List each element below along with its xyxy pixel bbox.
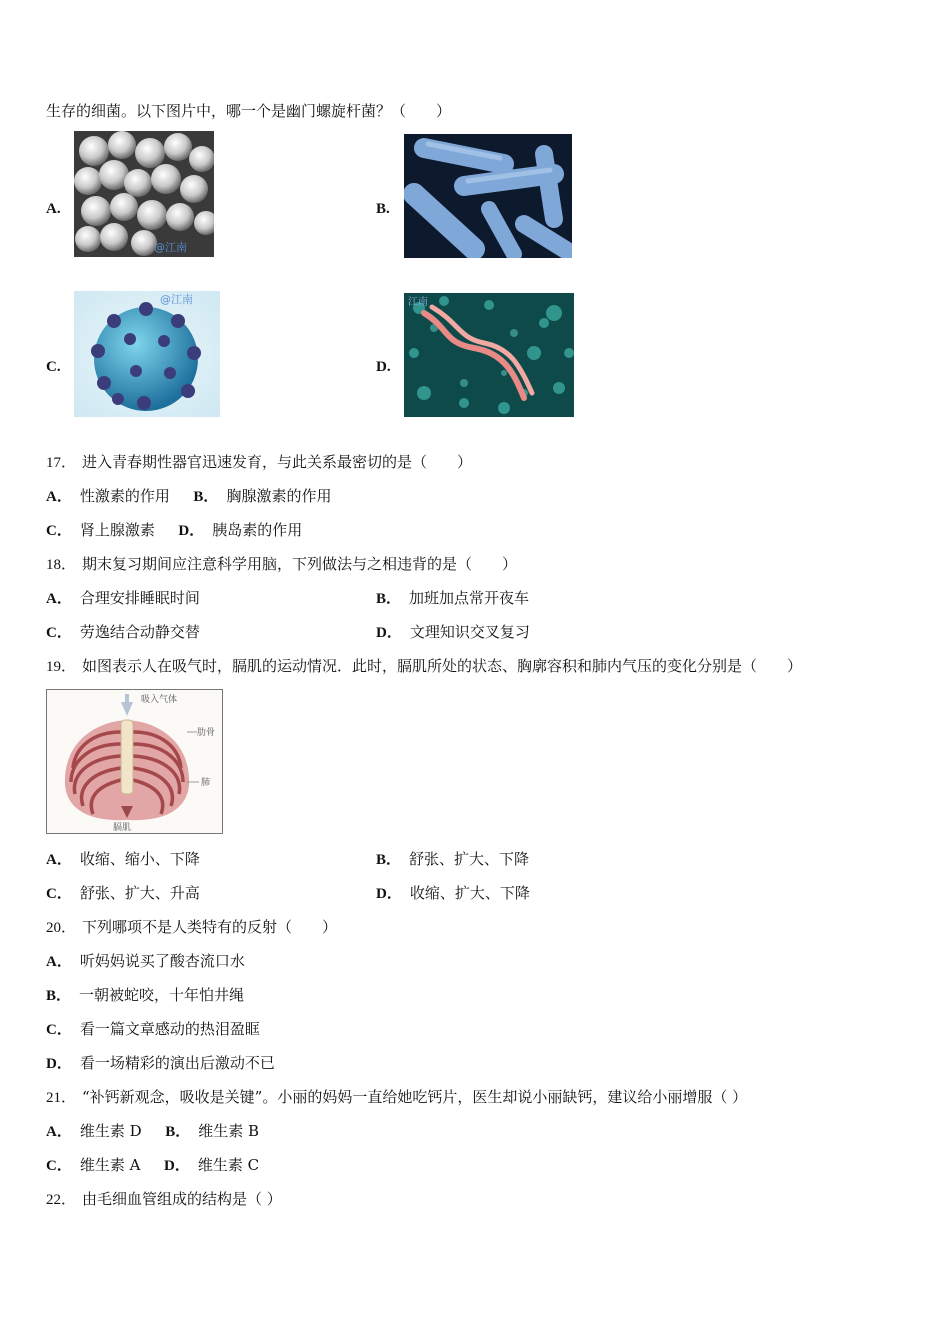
option-letter: B． bbox=[193, 489, 219, 505]
label-air: 吸入气体 bbox=[141, 695, 178, 705]
question-number: 20． bbox=[46, 920, 77, 936]
image-watermark: @江南 bbox=[154, 241, 187, 254]
option-letter: D． bbox=[46, 1056, 72, 1072]
question-17-stem bbox=[46, 452, 472, 473]
option-row bbox=[46, 1121, 259, 1142]
option-b bbox=[376, 849, 529, 870]
option-a bbox=[46, 588, 200, 609]
option-text: 加班加点常开夜车 bbox=[409, 589, 530, 607]
option-letter: C. bbox=[46, 359, 61, 375]
option-letter: B． bbox=[46, 988, 72, 1004]
label-diaphragm: 膈肌 bbox=[113, 823, 132, 833]
option-letter: C． bbox=[46, 523, 72, 539]
question-22-stem bbox=[46, 1189, 282, 1210]
option-row bbox=[46, 486, 331, 507]
option-text: 看一场精彩的演出后激动不已 bbox=[79, 1054, 275, 1072]
option-d bbox=[376, 622, 530, 643]
option-text: 劳逸结合动静交替 bbox=[79, 623, 200, 641]
cocci-bacteria-image bbox=[74, 131, 214, 257]
option-text: 听妈妈说买了酸杏流口水 bbox=[79, 952, 245, 970]
question-19-stem bbox=[46, 656, 802, 677]
option-text: 一朝被蛇咬，十年怕井绳 bbox=[79, 986, 245, 1004]
option-letter: A． bbox=[46, 489, 72, 505]
option-c-label bbox=[46, 356, 69, 377]
option-text: 收缩、扩大、下降 bbox=[409, 884, 530, 902]
option-text: 维生素 D bbox=[79, 1122, 142, 1140]
question-text: 下列哪项不是人类特有的反射（ ） bbox=[82, 918, 338, 936]
option-letter: C． bbox=[46, 1158, 72, 1174]
question-number: 18． bbox=[46, 557, 77, 573]
option-text: 维生素 C bbox=[197, 1156, 260, 1174]
option-d bbox=[376, 883, 530, 904]
option-letter: B． bbox=[376, 852, 402, 868]
option-c bbox=[46, 883, 200, 904]
option-text: 文理知识交叉复习 bbox=[409, 623, 530, 641]
question-16-stem: 生存的细菌。以下图片中，哪一个是幽门螺旋杆菌？（ ） bbox=[46, 102, 452, 120]
option-text: 看一篇文章感动的热泪盈眶 bbox=[79, 1020, 260, 1038]
question-21-stem bbox=[46, 1087, 747, 1108]
label-lung: 肺 bbox=[201, 778, 211, 788]
option-row bbox=[46, 1155, 259, 1176]
option-text: 维生素 A bbox=[79, 1156, 141, 1174]
option-text: 舒张、扩大、升高 bbox=[79, 884, 200, 902]
option-letter: D． bbox=[164, 1158, 190, 1174]
option-text: 肾上腺激素 bbox=[79, 521, 155, 539]
question-text: “补钙新观念，吸收是关键”。小丽的妈妈一直给她吃钙片，医生却说小丽缺钙，建议给小丽增服（ ） bbox=[82, 1088, 748, 1106]
rod-bacteria-image bbox=[404, 134, 572, 258]
option-text: 胰岛素的作用 bbox=[212, 521, 303, 539]
option-letter: A． bbox=[46, 852, 72, 868]
option-a bbox=[46, 951, 245, 972]
option-letter: D． bbox=[178, 523, 205, 539]
option-c bbox=[46, 622, 200, 643]
option-letter: A． bbox=[46, 954, 72, 970]
option-letter: A． bbox=[46, 591, 72, 607]
image-watermark: 江南 bbox=[408, 297, 428, 308]
option-letter: D. bbox=[376, 359, 391, 375]
option-b-label bbox=[376, 198, 398, 219]
option-text: 合理安排睡眠时间 bbox=[79, 589, 200, 607]
option-letter: C． bbox=[46, 625, 72, 641]
option-a bbox=[46, 849, 200, 870]
option-letter: B． bbox=[376, 591, 402, 607]
option-text: 收缩、缩小、下降 bbox=[79, 850, 200, 868]
option-letter: C． bbox=[46, 1022, 72, 1038]
option-text: 维生素 B bbox=[198, 1122, 260, 1140]
option-a-label bbox=[46, 198, 69, 219]
option-letter: D． bbox=[376, 625, 402, 641]
virus-particle-image bbox=[74, 291, 220, 417]
option-b bbox=[46, 985, 244, 1006]
question-text: 期末复习期间应注意科学用脑，下列做法与之相违背的是（ ） bbox=[82, 555, 518, 573]
option-text: 性激素的作用 bbox=[79, 487, 170, 505]
option-letter: D． bbox=[376, 886, 402, 902]
label-rib: 肋骨 bbox=[197, 728, 216, 738]
question-number: 21． bbox=[46, 1090, 77, 1106]
option-b bbox=[376, 588, 529, 609]
question-text: 如图表示人在吸气时，膈肌的运动情况．此时，膈肌所处的状态、胸廓容积和肺内气压的变化分别是（ ） bbox=[82, 657, 803, 675]
question-number: 17． bbox=[46, 455, 77, 471]
question-number: 19． bbox=[46, 659, 77, 675]
question-number: 22． bbox=[46, 1192, 77, 1208]
option-c bbox=[46, 1019, 260, 1040]
option-letter: A. bbox=[46, 201, 61, 217]
option-row bbox=[46, 520, 302, 541]
question-text: 由毛细血管组成的结构是（ ） bbox=[82, 1190, 282, 1208]
question-text: 进入青春期性器官迅速发育，与此关系最密切的是（ ） bbox=[82, 453, 473, 471]
option-letter: B. bbox=[376, 201, 390, 217]
question-20-stem bbox=[46, 917, 337, 938]
question-18-stem bbox=[46, 554, 517, 575]
option-d bbox=[46, 1053, 275, 1074]
option-letter: A． bbox=[46, 1124, 72, 1140]
option-d-label bbox=[376, 356, 399, 377]
ribcage-diagram bbox=[46, 689, 223, 834]
image-watermark: @江南 bbox=[160, 293, 193, 306]
option-text: 舒张、扩大、下降 bbox=[409, 850, 530, 868]
option-letter: B． bbox=[165, 1124, 191, 1140]
spiral-bacteria-image bbox=[404, 293, 574, 417]
option-text: 胸腺激素的作用 bbox=[226, 487, 332, 505]
option-letter: C． bbox=[46, 886, 72, 902]
